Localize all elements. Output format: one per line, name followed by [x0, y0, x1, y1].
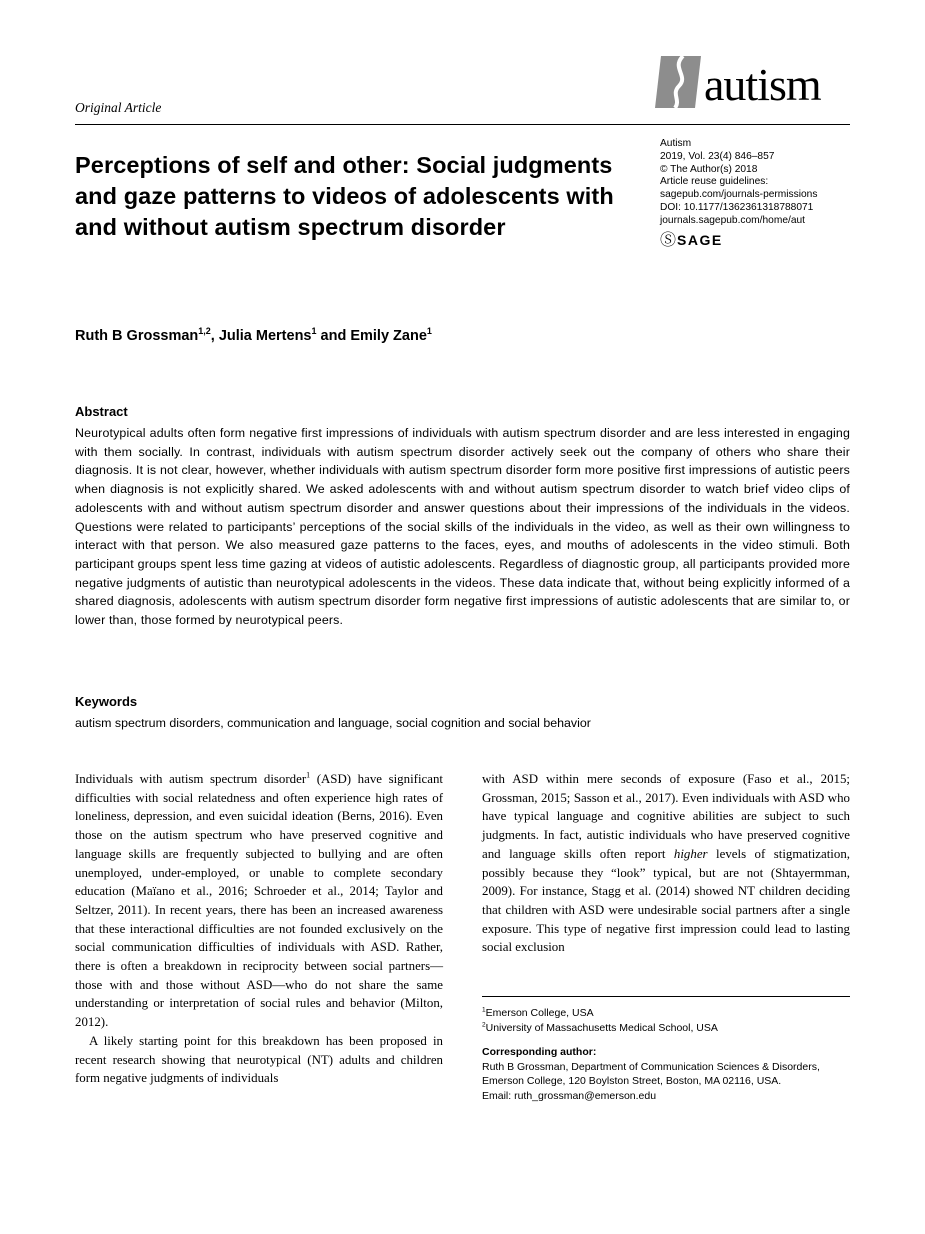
author-name: Emily Zane — [350, 328, 427, 344]
meta-doi-line: DOI: 10.1177/1362361318788071 — [660, 201, 814, 213]
corresponding-author-text: Ruth B Grossman, Department of Communication Sciences & Disorders, Emerson College, 120 Boylston Street, Boston, MA 02116, USA. — [482, 1060, 820, 1088]
affiliation-2 — [482, 1021, 850, 1036]
sage-logo — [660, 233, 855, 249]
paragraph-text: Individuals with autism spectrum disorder — [75, 772, 307, 786]
email-line — [482, 1089, 850, 1104]
author-superscript: 1 — [311, 326, 317, 337]
keywords-section — [75, 694, 850, 732]
body-paragraph: A likely starting point for this breakdown has been proposed in recent research showing that neurotypical (NT) adults and children form negative judgments of individuals — [75, 1033, 443, 1086]
article-type-label: Original Article — [75, 100, 162, 115]
author-superscript: 1,2 — [198, 326, 211, 337]
body-column-right — [482, 770, 850, 957]
affiliation-1 — [482, 1006, 850, 1021]
paragraph-text: with ASD within mere seconds of exposure (Faso et al., 2015; Grossman, 2015; Sasson et al., 2017). Even individuals with ASD who have typical language and cognitive abilities are subject to such judgments. In fact, autistic individuals who have preserved cognitive and language skills often report — [482, 772, 850, 861]
header-divider-rule — [75, 124, 850, 125]
meta-copyright-line: © The Author(s) 2018 — [660, 163, 758, 175]
sage-wordmark: SAGE — [677, 232, 723, 249]
email-label: Email: — [482, 1089, 515, 1102]
autism-logo-mark-icon — [655, 56, 701, 113]
email-link[interactable]: ruth_grossman@emerson.edu — [514, 1089, 657, 1102]
meta-reuse-link[interactable]: sagepub.com/journals-permissions — [660, 189, 818, 201]
affiliation-superscript: 1 — [482, 1006, 486, 1014]
affiliation-text: University of Massachusetts Medical School, USA — [485, 1021, 718, 1034]
affiliation-text: Emerson College, USA — [485, 1007, 594, 1019]
body-column-left — [75, 770, 443, 1088]
journal-logo — [655, 56, 821, 113]
author-name: Julia Mertens — [218, 328, 312, 344]
author-separator: and — [316, 328, 351, 344]
italic-term: higher — [673, 846, 708, 861]
sage-s-icon: Ⓢ — [660, 231, 677, 249]
journal-logo-wordmark: autism — [704, 58, 821, 110]
affiliation-superscript: 2 — [482, 1021, 486, 1029]
meta-journal-name: Autism — [660, 138, 692, 149]
paragraph-text: (ASD) have significant difficulties with social relatedness and often experience high rates of loneliness, depression, and even suicidal ideation (Berns, 2016). Even those on the autism spectrum who have preserved cognitive and language skills are frequently subjected to bullying and are often unemployed, under-employed, or unable to complete secondary education (Maïano et al., 2016; Schroeder et al., 2014; Taylor and Seltzer, 2011). In recent years, there has been an increased awareness that these interactional difficulties are not founded exclusively on the social communication difficulties of individuals with ASD. Rather, there is often a breakdown in reciprocity between social partners—those with and those without ASD—who do not share the same understanding or interpretation of social rules and behavior (Milton, 2012). — [75, 772, 443, 1030]
abstract-section — [75, 404, 850, 630]
author-separator: , — [210, 328, 219, 344]
body-paragraph — [482, 770, 850, 957]
keywords-text: autism spectrum disorders, communication and language, social cognition and social behavior — [75, 716, 591, 730]
journal-meta-block — [660, 138, 855, 249]
author-superscript: 1 — [426, 326, 432, 337]
paragraph-superscript: 1 — [306, 770, 311, 780]
meta-journal-url[interactable]: journals.sagepub.com/home/aut — [660, 214, 805, 226]
abstract-text: Neurotypical adults often form negative first impressions of individuals with autism spectrum disorder and are less interested in engaging with them socially. In contrast, individuals with autism spectrum disorder actively seek out the company of others who share their diagnosis. It is not clear, however, whether individuals with autism spectrum disorder form more positive first impressions of autistic peers when diagnosis is not explicitly shared. We asked adolescents with and without autism spectrum disorder to watch brief video clips of adolescents with and without autism spectrum disorder and answer questions about their impressions of the individuals in the videos. Questions were related to participants’ perceptions of the social skills of the individuals in the video, as well as their own willingness to interact with that person. We also measured gaze patterns to the faces, eyes, and mouths of adolescents in the video stimuli. Both participant groups spent less time gazing at videos of autistic adolescents. Regardless of diagnostic group, all participants provided more negative judgments of autistic than neurotypical adolescents in the videos. These data indicate that, without being explicitly informed of a shared diagnosis, adolescents with autism spectrum disorder form negative first impressions of autistic adolescents that are similar to, or lower than, those formed by neurotypical peers. — [75, 426, 850, 628]
body-paragraph — [75, 770, 443, 1032]
author-name: Ruth B Grossman — [75, 328, 199, 344]
corresponding-author-heading: Corresponding author: — [482, 1046, 597, 1059]
keywords-heading: Keywords — [75, 694, 138, 709]
abstract-heading: Abstract — [75, 404, 128, 419]
article-title: Perceptions of self and other: Social judgments and gaze patterns to videos of adolescents with and without autism spectrum disorder — [75, 152, 614, 240]
meta-reuse-label: Article reuse guidelines: — [660, 176, 769, 188]
footnote-block — [482, 996, 850, 1104]
author-byline — [75, 328, 775, 344]
meta-volume-line: 2019, Vol. 23(4) 846–857 — [660, 150, 775, 162]
paragraph-text: levels of stigmatization, possibly because they “look” typical, but are not (Shtayermman, 2009). For instance, Stagg et al. (2014) showed NT children deciding that children with ASD were undesirable social partners after a single exposure. This type of negative first impression could lead to lasting social exclusion — [482, 846, 850, 955]
